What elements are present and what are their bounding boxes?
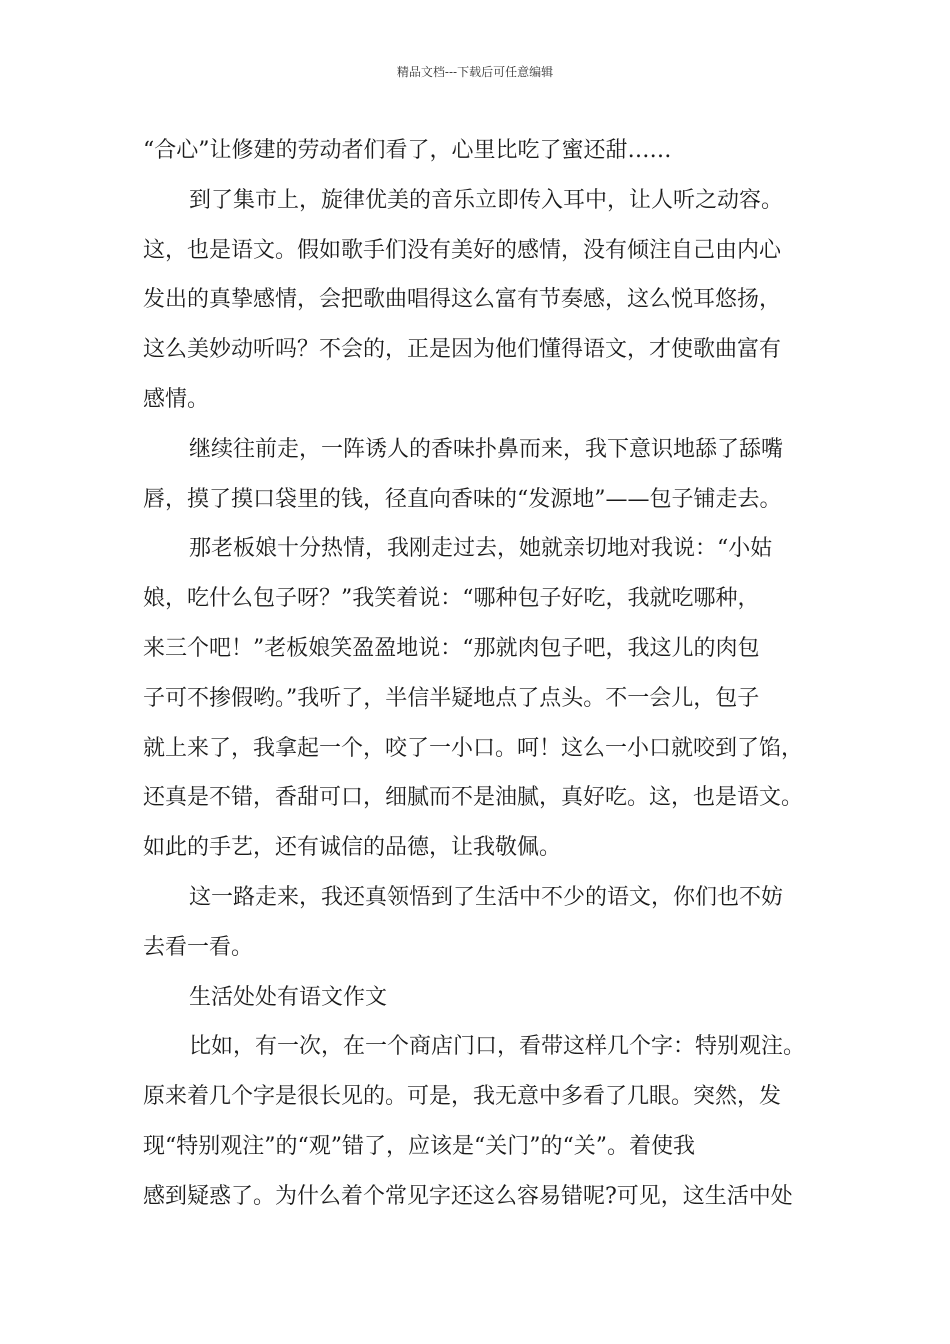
text-line: 这么美妙动听吗？不会的，正是因为他们懂得语文，才使歌曲富有 bbox=[143, 337, 782, 363]
text-line: 子可不掺假哟。”我听了，半信半疑地点了点头。不一会儿，包子 bbox=[143, 685, 760, 711]
text-line: 比如，有一次，在一个商店门口，看带这样几个字：特别观注。 bbox=[189, 1034, 806, 1060]
text-line: 发出的真挚感情，会把歌曲唱得这么富有节奏感，这么悦耳悠扬， bbox=[143, 287, 782, 313]
text-line: 那老板娘十分热情，我刚走过去，她就亲切地对我说：“小姑 bbox=[189, 536, 773, 562]
body-text bbox=[143, 126, 833, 1222]
text-line: 娘，吃什么包子呀？”我笑着说：“哪种包子好吃，我就吃哪种， bbox=[143, 586, 760, 612]
text-line: 感到疑惑了。为什么着个常见字还这么容易错呢?可见，这生活中处 bbox=[143, 1183, 793, 1209]
text-line: 现“特别观注”的“观”错了，应该是“关门”的“关”。着使我 bbox=[143, 1133, 695, 1159]
text-line: 到了集市上，旋律优美的音乐立即传入耳中，让人听之动容。 bbox=[189, 187, 784, 213]
text-line: 这一路走来，我还真领悟到了生活中不少的语文，你们也不妨 bbox=[189, 884, 784, 910]
section-heading: 生活处处有语文作文 bbox=[189, 984, 388, 1010]
text-line: 就上来了，我拿起一个，咬了一小口。呵！这么一小口就咬到了馅， bbox=[143, 735, 804, 761]
text-line: 这，也是语文。假如歌手们没有美好的感情，没有倾注自己由内心 bbox=[143, 237, 782, 263]
text-line: “合心”让修建的劳动者们看了，心里比吃了蜜还甜…… bbox=[143, 138, 672, 163]
text-line: 还真是不错，香甜可口，细腻而不是油腻，真好吃。这，也是语文。 bbox=[143, 785, 804, 811]
text-line: 如此的手艺，还有诚信的品德，让我敬佩。 bbox=[143, 835, 562, 861]
page-header: 精品文档---下载后可任意编辑 bbox=[396, 65, 554, 79]
text-line: 感情。 bbox=[143, 386, 210, 412]
text-line: 去看一看。 bbox=[143, 934, 254, 960]
text-line: 来三个吧！”老板娘笑盈盈地说：“那就肉包子吧，我这儿的肉包 bbox=[143, 635, 760, 661]
text-line: 继续往前走，一阵诱人的香味扑鼻而来，我下意识地舔了舔嘴 bbox=[189, 436, 784, 462]
text-line: 原来着几个字是很长见的。可是，我无意中多看了几眼。突然，发 bbox=[143, 1084, 782, 1110]
text-line: 唇，摸了摸口袋里的钱，径直向香味的“发源地”——包子铺走去。 bbox=[143, 486, 782, 512]
